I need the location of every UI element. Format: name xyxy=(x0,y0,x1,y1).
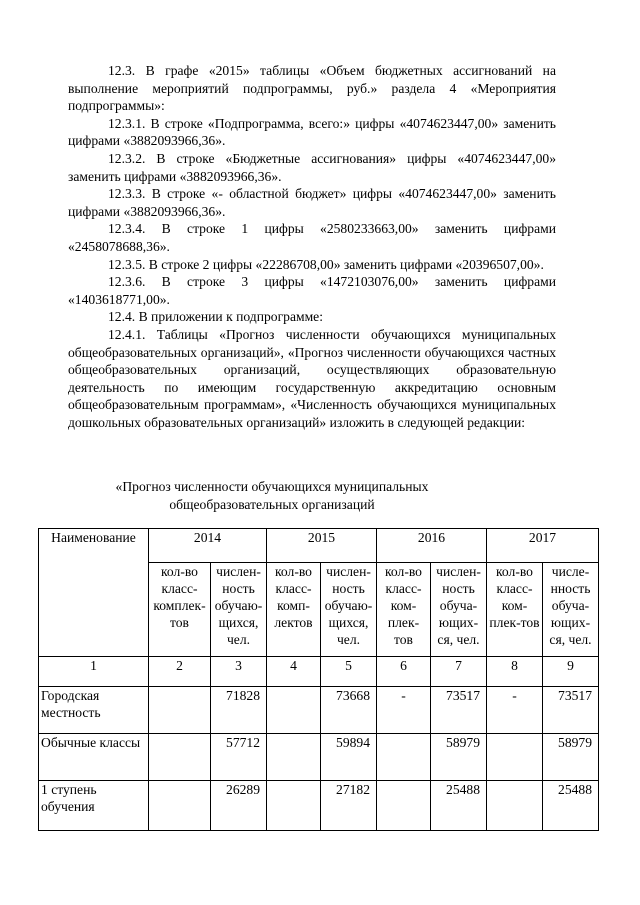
table-cell: 58979 xyxy=(543,734,599,781)
table-cell: - xyxy=(487,687,543,734)
column-number: 6 xyxy=(377,657,431,687)
table-cell xyxy=(149,734,211,781)
sub-header: числе-нность обуча-ющих-ся, чел. xyxy=(543,563,599,657)
year-header-2016: 2016 xyxy=(377,529,487,563)
table-title-line-2: общеобразовательных организаций xyxy=(169,496,375,512)
document-body xyxy=(68,62,556,431)
sub-header: числен-ность обуча-ющих-ся, чел. xyxy=(431,563,487,657)
forecast-table xyxy=(38,528,599,831)
row-name: Обычные классы xyxy=(39,734,149,781)
table-column-numbers xyxy=(39,657,599,687)
column-number: 9 xyxy=(543,657,599,687)
paragraph-12-3-5: 12.3.5. В строке 2 цифры «22286708,00» заменить цифрами «20396507,00». xyxy=(108,256,544,272)
table-cell xyxy=(267,734,321,781)
table-row xyxy=(39,734,599,781)
name-header-continued xyxy=(39,563,149,657)
table-cell: 25488 xyxy=(431,781,487,831)
table-cell: - xyxy=(377,687,431,734)
table-cell xyxy=(267,781,321,831)
sub-header: кол-во класс-ком-плек-тов xyxy=(377,563,431,657)
column-number: 5 xyxy=(321,657,377,687)
table-cell: 59894 xyxy=(321,734,377,781)
row-name: Городская местность xyxy=(39,687,149,734)
table-cell xyxy=(487,734,543,781)
paragraph-12-3-2: 12.3.2. В строке «Бюджетные ассигнования» цифры «4074623447,00» заменить цифрами «3882093966,36». xyxy=(68,150,556,184)
column-number: 3 xyxy=(211,657,267,687)
paragraph-12-4: 12.4. В приложении к подпрограмме: xyxy=(108,309,323,325)
paragraph-12-3-3: 12.3.3. В строке «- областной бюджет» цифры «4074623447,00» заменить цифрами «3882093966,36». xyxy=(68,186,556,219)
table-cell: 58979 xyxy=(431,734,487,781)
table-cell: 73668 xyxy=(321,687,377,734)
table-cell: 27182 xyxy=(321,781,377,831)
sub-header: кол-во класс-комп-лектов xyxy=(267,563,321,657)
table-cell xyxy=(377,734,431,781)
table-header-years xyxy=(39,529,599,563)
table-cell: 26289 xyxy=(211,781,267,831)
table-cell xyxy=(487,781,543,831)
table-cell xyxy=(149,687,211,734)
table-title-line-1: «Прогноз численности обучающихся муниципальных xyxy=(115,479,429,494)
table-cell: 25488 xyxy=(543,781,599,831)
table-row xyxy=(39,687,599,734)
table-header-subcolumns xyxy=(39,563,599,657)
sub-header: кол-во класс-комплек-тов xyxy=(149,563,211,657)
paragraph-12-3: 12.3. В графе «2015» таблицы «Объем бюджетных ассигнований на выполнение мероприятий подпрограммы, руб.» раздела 4 «Мероприятия подпрограммы»: xyxy=(68,63,556,114)
table-cell xyxy=(267,687,321,734)
sub-header: числен-ность обучаю-щихся, чел. xyxy=(321,563,377,657)
table-cell: 71828 xyxy=(211,687,267,734)
table-cell xyxy=(377,781,431,831)
column-number: 7 xyxy=(431,657,487,687)
column-number: 1 xyxy=(39,657,149,687)
column-number: 2 xyxy=(149,657,211,687)
row-name: 1 ступень обучения xyxy=(39,781,149,831)
table-cell: 57712 xyxy=(211,734,267,781)
paragraph-12-4-1: 12.4.1. Таблицы «Прогноз численности обучающихся муниципальных общеобразовательных организаций», «Прогноз численности обучающихся частных общеобразовательных организаций, осуществляющих образовательную деятельность по имеющим государственную аккредитацию основным общеобразовательным программам», «Численность обучающихся муниципальных дошкольных образовательных организаций» изложить в следующей редакции: xyxy=(68,326,556,430)
year-header-2017: 2017 xyxy=(487,529,599,563)
table-row xyxy=(39,781,599,831)
name-header: Наименование xyxy=(39,529,149,563)
paragraph-12-3-6: 12.3.6. В строке 3 цифры «1472103076,00» заменить цифрами «1403618771,00». xyxy=(68,274,556,307)
sub-header: числен-ность обучаю-щихся, чел. xyxy=(211,563,267,657)
table-cell xyxy=(149,781,211,831)
table-cell: 73517 xyxy=(431,687,487,734)
year-header-2015: 2015 xyxy=(267,529,377,563)
year-header-2014: 2014 xyxy=(149,529,267,563)
paragraph-12-3-4: 12.3.4. В строке 1 цифры «2580233663,00» заменить цифрами «2458078688,36». xyxy=(68,221,556,254)
table-cell: 73517 xyxy=(543,687,599,734)
sub-header: кол-во класс-ком-плек-тов xyxy=(487,563,543,657)
column-number: 8 xyxy=(487,657,543,687)
paragraph-12-3-1: 12.3.1. В строке «Подпрограмма, всего:» цифры «4074623447,00» заменить цифрами «3882093966,36». xyxy=(68,115,556,149)
table-title xyxy=(68,478,556,513)
column-number: 4 xyxy=(267,657,321,687)
